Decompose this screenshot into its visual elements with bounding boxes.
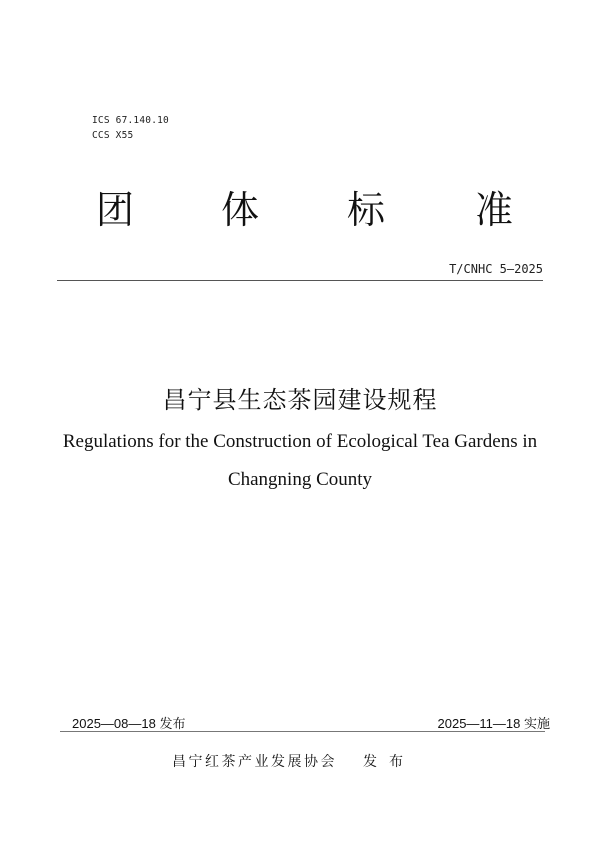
standard-number: T/CNHC 5—2025 <box>449 262 543 276</box>
standard-type-char-4: 准 <box>475 188 514 232</box>
standard-type-char-3: 标 <box>347 188 386 232</box>
publisher-line <box>172 751 415 771</box>
effective-date: 2025—11—18 实施 <box>437 716 550 731</box>
standard-type-char-2: 体 <box>221 188 260 232</box>
publisher-action: 发布 <box>363 754 415 770</box>
classification-codes <box>92 113 169 143</box>
title-english <box>40 426 560 496</box>
standard-type-char-1: 团 <box>96 188 135 232</box>
standard-type-heading <box>0 186 600 234</box>
title-english-line-2: Changning County <box>227 469 373 490</box>
ics-code: ICS 67.140.10 <box>92 115 169 126</box>
title-english-line-1: Regulations for the Construction of Ecological Tea Gardens in <box>62 431 538 452</box>
ccs-code: CCS X55 <box>92 130 134 141</box>
issue-date: 2025—08—18 发布 <box>72 716 186 731</box>
footer-divider <box>60 731 545 732</box>
publisher-name: 昌宁红茶产业发展协会 <box>172 754 337 770</box>
title-chinese: 昌宁县生态茶园建设规程 <box>162 386 438 414</box>
header-divider <box>57 280 543 281</box>
